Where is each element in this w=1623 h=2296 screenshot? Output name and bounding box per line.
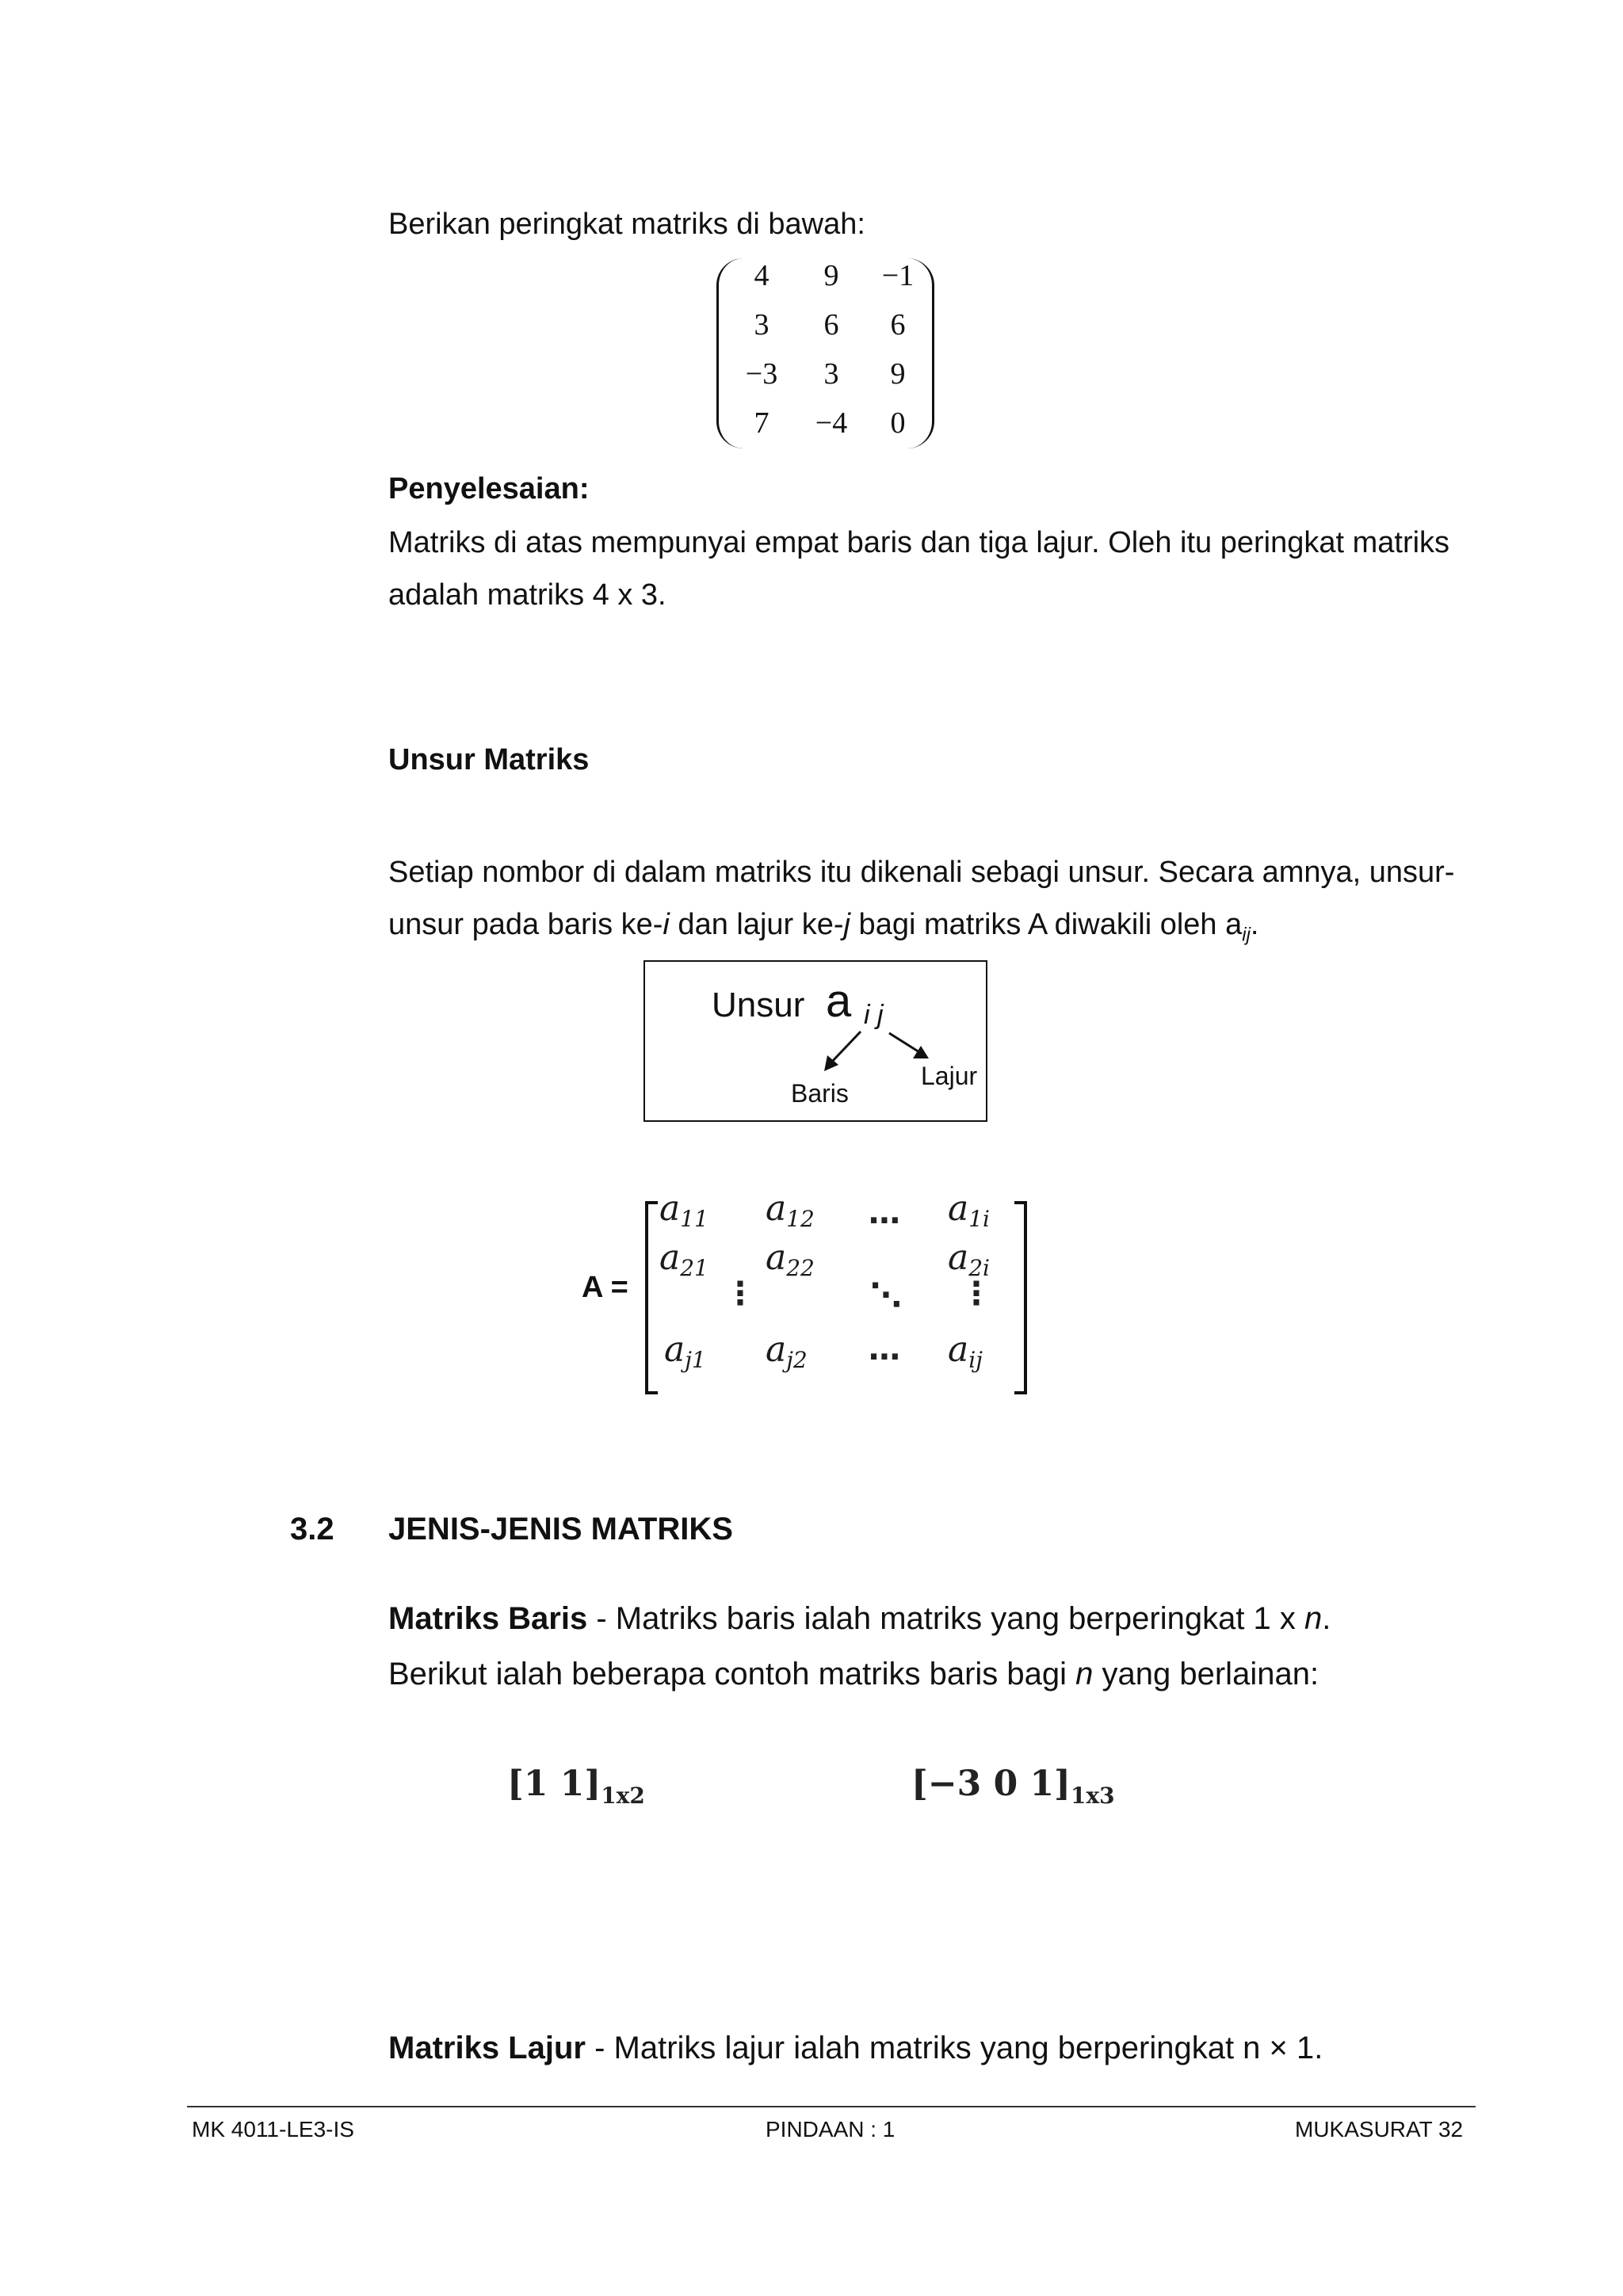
- element-aij: [948, 1329, 983, 1373]
- element-base: a: [766, 1188, 787, 1229]
- baris-definition: [388, 1591, 1498, 1646]
- index-i: i: [663, 908, 670, 941]
- lajur-definition: [388, 2020, 1498, 2076]
- matrix-cell: 0: [890, 406, 906, 440]
- matrix-cell: 3: [823, 357, 839, 391]
- text-run: bagi matriks A diwakili oleh a: [850, 908, 1243, 941]
- element-subscript: 22: [786, 1255, 815, 1281]
- subscript-ij: ij: [1242, 924, 1251, 946]
- element-subscript: 2i: [968, 1255, 991, 1281]
- unsur-ij: i j: [864, 1000, 884, 1030]
- text-run: .: [1250, 908, 1259, 941]
- element-a21: [659, 1238, 708, 1281]
- variable-n: n: [1075, 1657, 1094, 1691]
- element-base: a: [948, 1188, 969, 1229]
- hdots: ⋯: [869, 1339, 900, 1375]
- footer-page-number: MUKASURAT 32: [1295, 2117, 1464, 2142]
- element-subscript: 21: [680, 1255, 708, 1281]
- solution-line-2: adalah matriks 4 x 3.: [388, 578, 666, 612]
- vdots: ⋮: [960, 1276, 992, 1312]
- footer-document-code: MK 4011-LE3-IS: [192, 2117, 354, 2142]
- element-aj2: [766, 1329, 808, 1373]
- matrix-body: [1 1]: [507, 1764, 601, 1804]
- intro-text: Berikan peringkat matriks di bawah:: [388, 208, 865, 241]
- element-aj1: [664, 1329, 706, 1373]
- index-j: j: [843, 908, 850, 941]
- footer-revision: PINDAAN : 1: [766, 2117, 896, 2142]
- text-run: yang berlainan:: [1093, 1657, 1319, 1691]
- baris-label: Baris: [791, 1079, 849, 1108]
- element-a12: [766, 1188, 815, 1232]
- variable-n: n: [1304, 1601, 1323, 1636]
- matrix-order: 1x3: [1071, 1783, 1115, 1809]
- text-run: .: [1322, 1601, 1331, 1636]
- term-matriks-baris: Matriks Baris: [388, 1601, 588, 1636]
- matrix-cell: −3: [745, 357, 778, 391]
- element-base: a: [664, 1329, 685, 1370]
- matrix-cell: 6: [890, 308, 906, 341]
- baris-examples-intro: [388, 1646, 1498, 1702]
- ddots: ⋱: [870, 1277, 902, 1314]
- unsur-a: a: [826, 975, 852, 1027]
- matrix-cell: 4: [754, 259, 769, 292]
- matrix-cell: 9: [823, 259, 839, 292]
- lajur-label: Lajur: [921, 1062, 978, 1090]
- text-run: unsur pada baris ke-: [388, 908, 663, 941]
- element-base: a: [948, 1329, 969, 1370]
- element-base: a: [659, 1238, 681, 1278]
- element-base: a: [948, 1238, 969, 1278]
- element-a1i: [948, 1188, 990, 1232]
- element-a11: [659, 1188, 708, 1232]
- matrix-cell: 6: [823, 308, 839, 341]
- matrix-order: 1x2: [601, 1783, 645, 1809]
- term-matriks-lajur: Matriks Lajur: [388, 2031, 586, 2065]
- row-matrix-1x3: [911, 1764, 1115, 1809]
- element-a2i: [948, 1238, 990, 1281]
- element-subscript: ij: [968, 1347, 983, 1373]
- unsur-word: Unsur: [712, 986, 805, 1024]
- text-run: Berikut ialah beberapa contoh matriks baris bagi: [388, 1657, 1076, 1691]
- unsur-diagram-box: [643, 960, 987, 1122]
- footer-divider: [187, 2106, 1476, 2107]
- section-number: 3.2: [290, 1512, 334, 1547]
- solution-heading: Penyelesaian:: [388, 472, 590, 505]
- element-subscript: 1i: [968, 1206, 991, 1232]
- hdots: ⋯: [869, 1203, 900, 1239]
- unsur-line-1: Setiap nombor di dalam matriks itu dikenali sebagi unsur. Secara amnya, unsur-: [388, 856, 1455, 889]
- element-base: a: [766, 1238, 787, 1278]
- element-subscript: j1: [685, 1347, 706, 1373]
- matrix-cell: −1: [881, 259, 915, 292]
- matrix-a-label: A =: [582, 1271, 628, 1304]
- right-bracket: [1014, 1201, 1027, 1394]
- left-bracket: [645, 1201, 658, 1394]
- element-a22: [766, 1238, 815, 1281]
- element-base: a: [766, 1329, 787, 1370]
- text-run: - Matriks baris ialah matriks yang berperingkat 1 x: [587, 1601, 1305, 1636]
- solution-line-1: Matriks di atas mempunyai empat baris dan tiga lajur. Oleh itu peringkat matriks: [388, 526, 1450, 559]
- section-title: JENIS-JENIS MATRIKS: [388, 1512, 733, 1547]
- vdots: ⋮: [724, 1276, 756, 1312]
- element-subscript: j2: [786, 1347, 808, 1373]
- element-subscript: 12: [786, 1206, 815, 1232]
- row-matrix-1x2: [507, 1764, 645, 1809]
- matrix-cell: −4: [815, 406, 848, 440]
- unsur-heading: Unsur Matriks: [388, 743, 590, 776]
- element-subscript: 11: [680, 1206, 708, 1232]
- text-run: dan lajur ke-: [669, 908, 844, 941]
- matrix-cell: 7: [754, 406, 769, 440]
- matrix-cell: 3: [754, 308, 769, 341]
- unsur-line-2: [388, 898, 1466, 962]
- matrix-cell: 9: [890, 357, 906, 391]
- matrix-body: [−3 0 1]: [911, 1764, 1071, 1804]
- text-run: - Matriks lajur ialah matriks yang berperingkat n × 1.: [585, 2031, 1323, 2065]
- element-base: a: [659, 1188, 681, 1229]
